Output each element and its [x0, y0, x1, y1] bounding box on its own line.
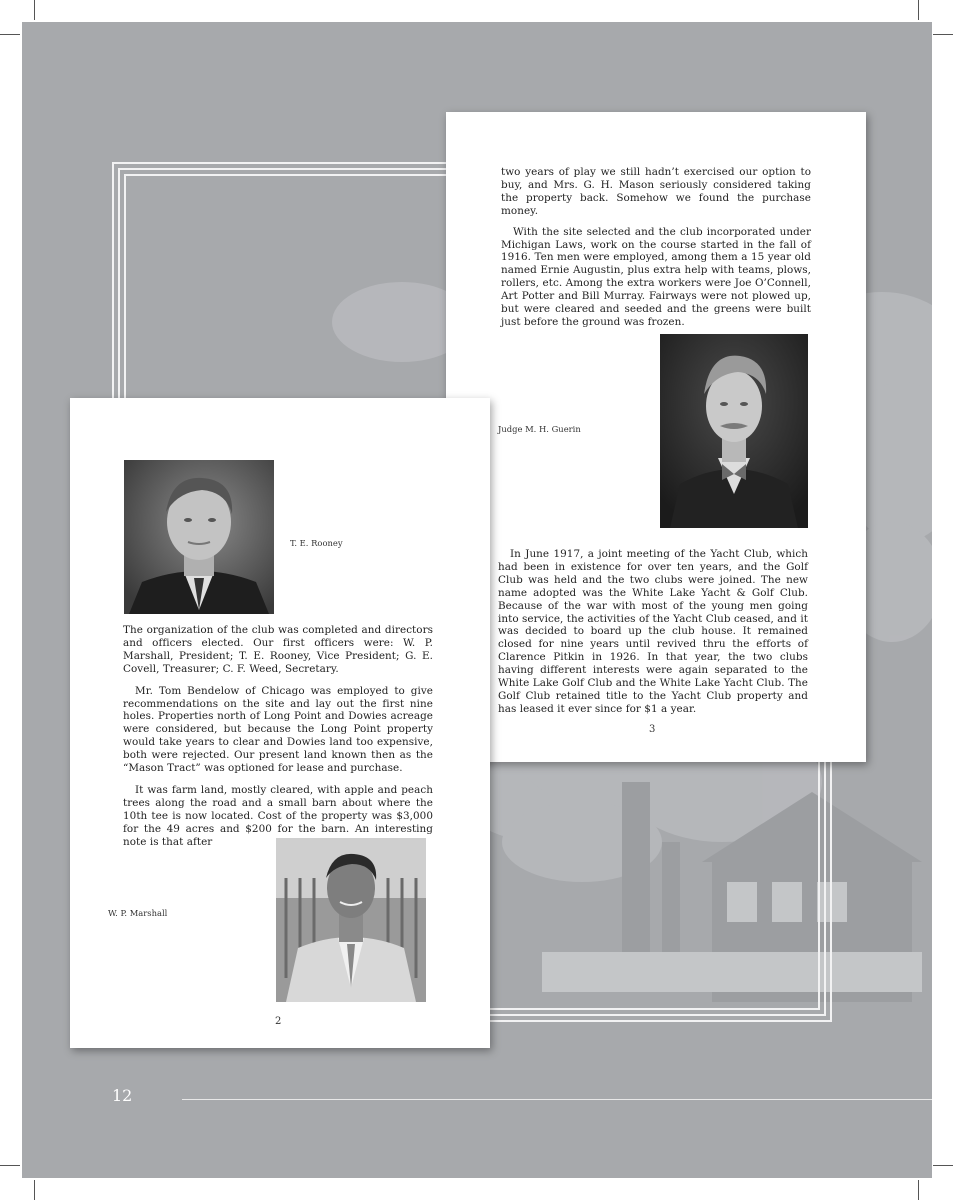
page-two [70, 398, 490, 1048]
page-two-number: 2 [275, 1016, 282, 1027]
crop-mark-top-left-h [0, 34, 20, 35]
page-three-paragraph-2: With the site selected and the club incorporated under Michigan Laws, work on the course started in the fall of 1916. Ten men were employed, among them a 15 year old named Ernie Augustin, plus extra help with teams, plows, rollers, etc. Among the extra workers were Joe O’Connell, Art Potter and Bill Murray. Fairways were not plowed up, but were cleared and seeded and the greens were built just before the ground was frozen. [501, 225, 811, 328]
page-spread [22, 22, 932, 1178]
folio-rule [182, 1099, 932, 1100]
page-three [446, 112, 866, 762]
crop-mark-top-right-h [933, 34, 953, 35]
page-two-paragraph-2: Mr. Tom Bendelow of Chicago was employed to give recommendations on the site and lay out the first nine holes. Properties north of Long Point and Dowies acreage were considered, but because the Long Point property would take years to clear and Dowies land too expensive, both were rejected. Our present land known then as the “Mason Tract” was optioned for lease and purchase. [123, 684, 433, 775]
marshall-photo-caption: W. P. Marshall [108, 908, 168, 918]
page-two-paragraph-3: It was farm land, mostly cleared, with apple and peach trees along the road and a small barn about where the 10th tee is now located. Cost of the property was $3,000 for the 49 acres and $200 for the barn. An interesting note is that after [123, 783, 433, 848]
page-three-number: 3 [649, 724, 656, 735]
folio-page-number: 12 [112, 1086, 133, 1105]
page-two-paragraph-1: The organization of the club was completed and directors and officers elected. Our first officers were: W. P. Marshall, President; T. E. Rooney, Vice President; G. E. Covell, Treasurer; C. F. Weed, Secretary. [123, 624, 433, 675]
page-three-paragraph-3: In June 1917, a joint meeting of the Yacht Club, which had been in existence for over ten years, and the Golf Club was held and the two clubs were joined. The new name adopted was the White Lake Yacht & Golf Club. Because of the war with most of the young men going into service, the activities of the Yacht Club ceased, and it was decided to board up the club house. It remained closed for nine years until revived thru the efforts of Clarence Pitkin in 1926. In that year, the two clubs having different interests were again separated to the White Lake Golf Club and the White Lake Yacht Club. The Golf Club retained title to the Yacht Club property and has leased it ever since for $1 a year. [498, 548, 808, 715]
rooney-portrait-photo [124, 460, 274, 614]
marshall-portrait-photo [276, 838, 426, 1002]
crop-mark-top-left-v [34, 0, 35, 20]
crop-mark-bottom-right-v [918, 1180, 919, 1200]
crop-mark-bottom-left-v [34, 1180, 35, 1200]
guerin-portrait-photo [660, 334, 808, 528]
page-three-paragraph-1: two years of play we still hadn’t exercised our option to buy, and Mrs. G. H. Mason seriously considered taking the property back. Somehow we found the purchase money. [501, 166, 811, 217]
guerin-photo-caption: Judge M. H. Guerin [498, 424, 581, 434]
crop-mark-bottom-left-h [0, 1165, 20, 1166]
crop-mark-top-right-v [918, 0, 919, 20]
rooney-photo-caption: T. E. Rooney [290, 538, 343, 548]
crop-mark-bottom-right-h [933, 1165, 953, 1166]
